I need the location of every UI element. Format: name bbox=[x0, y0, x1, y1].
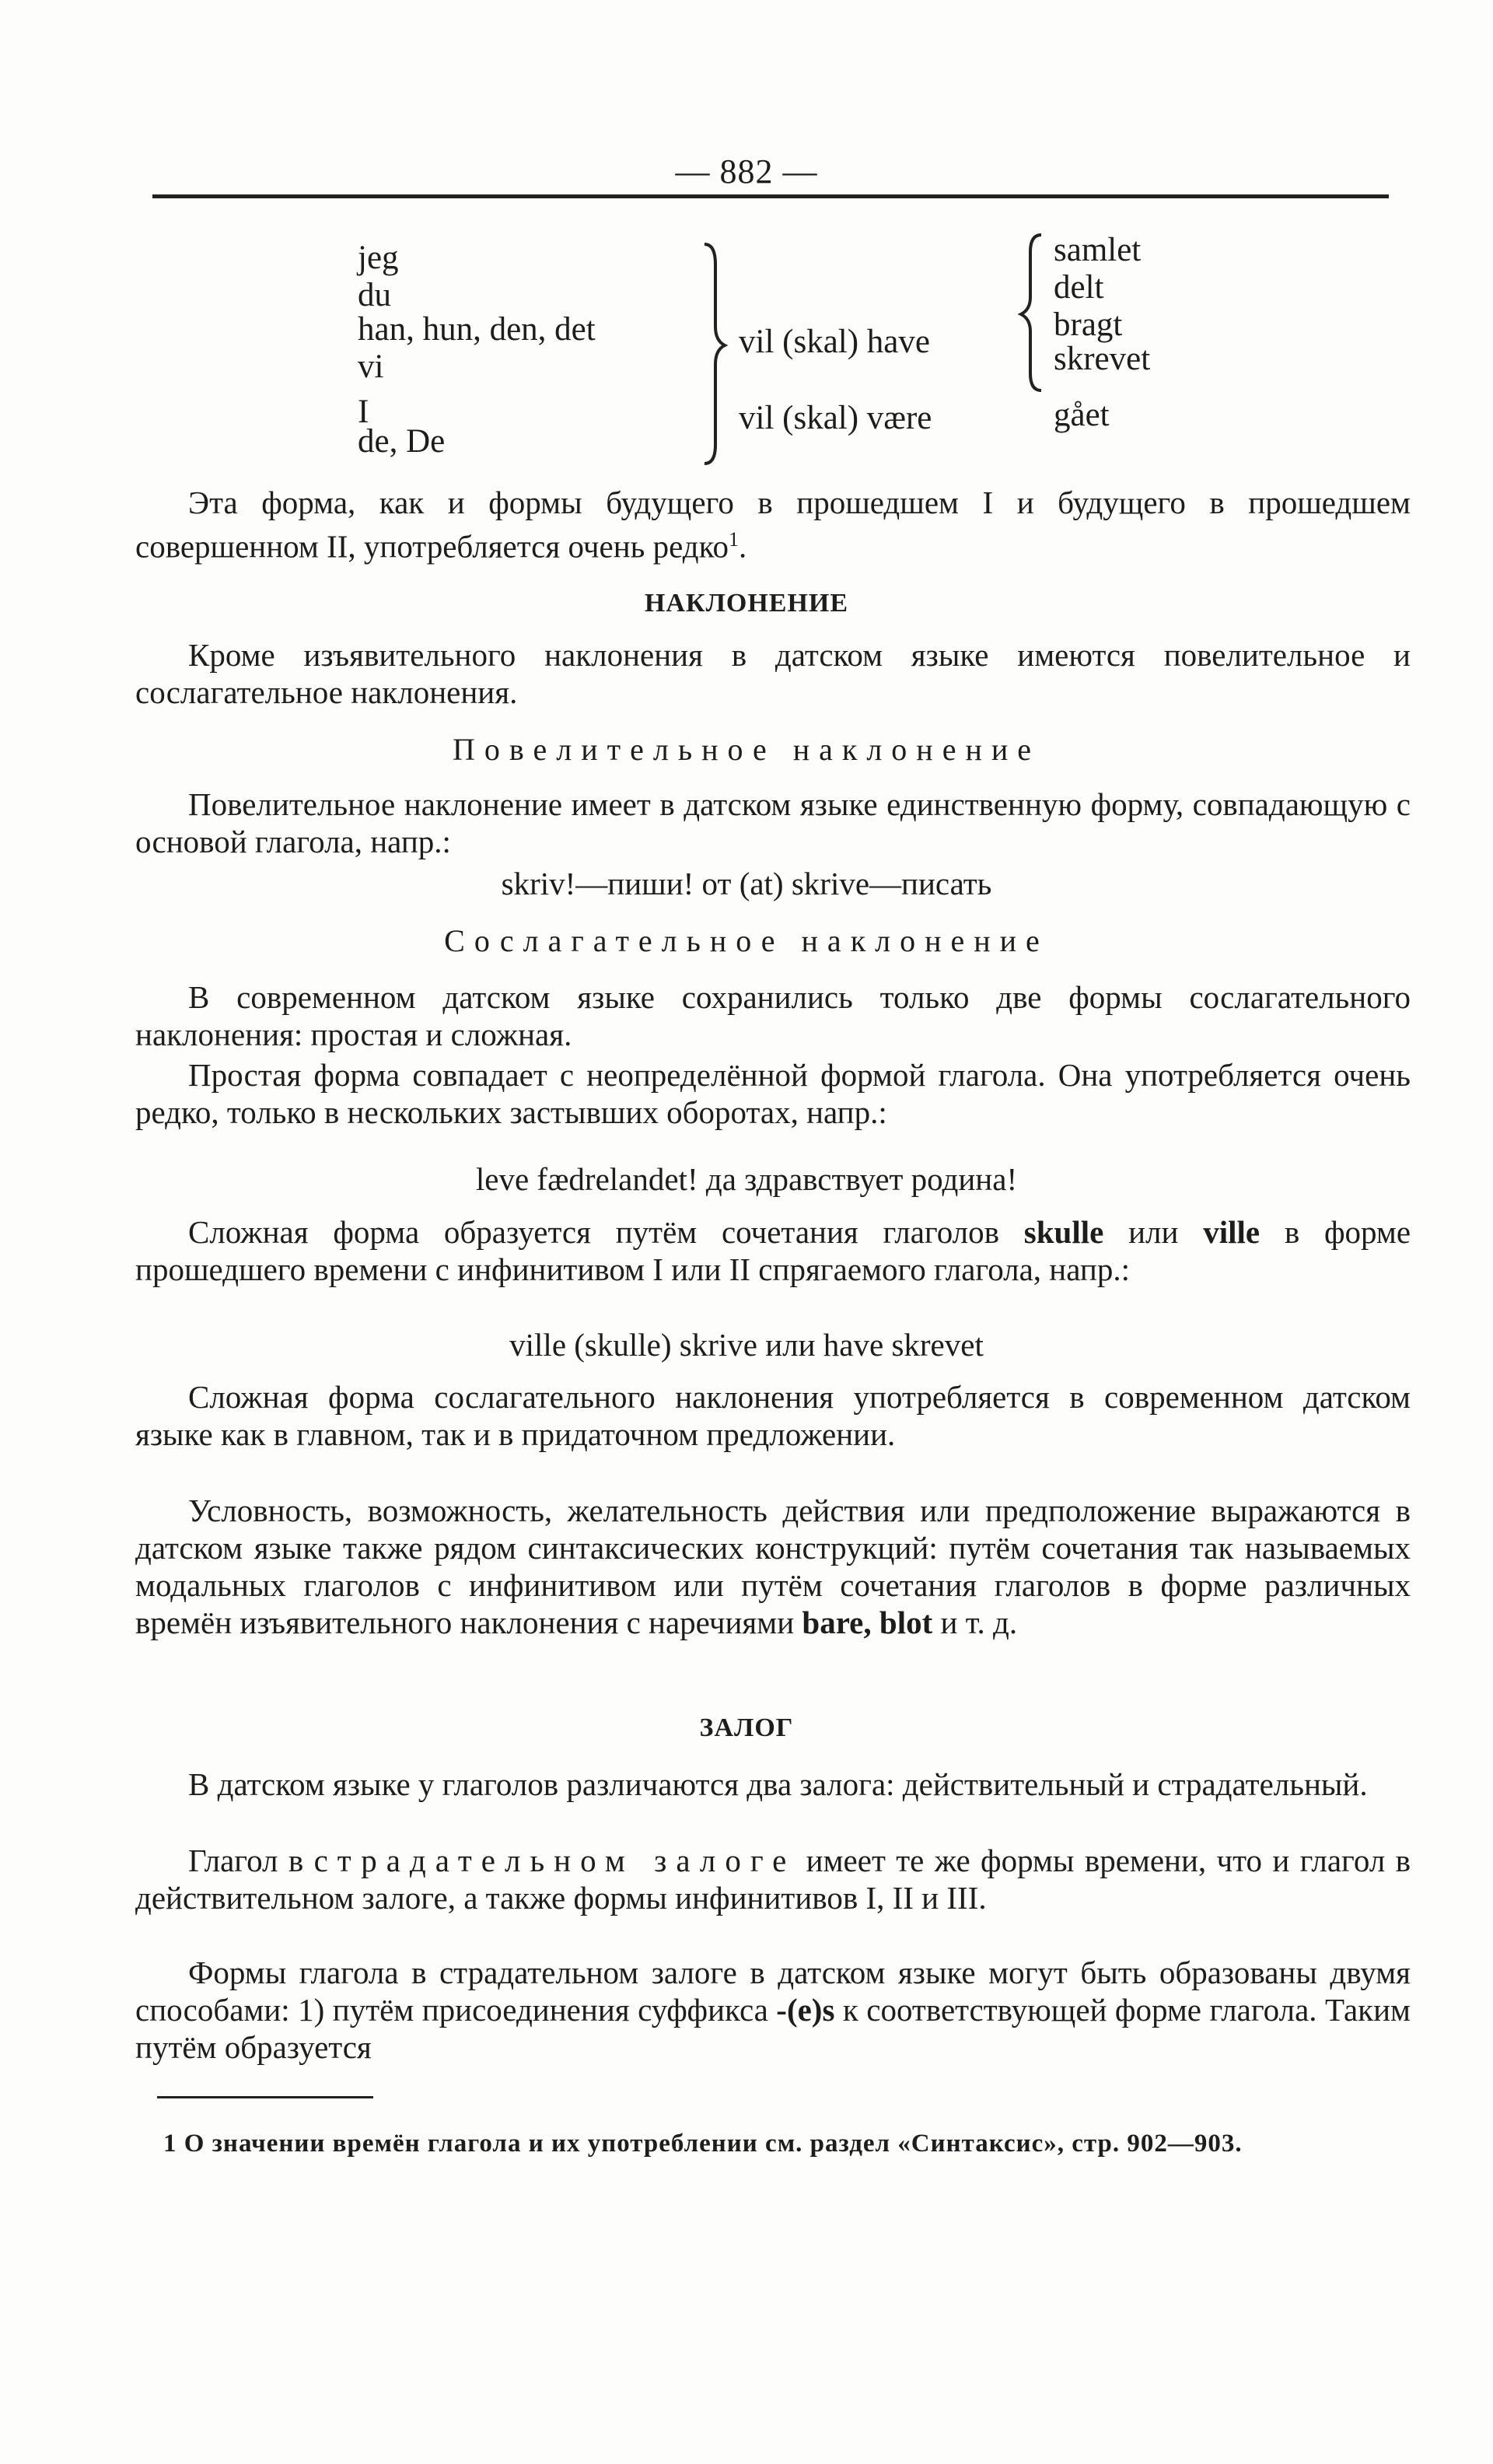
pronoun: vi bbox=[358, 348, 384, 385]
participle: bragt bbox=[1054, 306, 1123, 343]
pronoun: I bbox=[358, 394, 369, 430]
paragraph: Простая форма совпадает с неопределённой формой глагола. Она употребляется очень редко, только в нескольких застывших оборотах, напр.: bbox=[135, 1057, 1411, 1130]
header-rule bbox=[152, 194, 1389, 198]
participle: skrevet bbox=[1054, 341, 1151, 377]
subheading-subjunctive: Сослагательное наклонение bbox=[444, 923, 1049, 958]
aux-have: vil (skal) have bbox=[739, 324, 930, 360]
section-heading-voice: ЗАЛОГ bbox=[699, 1713, 794, 1742]
paragraph: Эта форма, как и формы будущего в прошедшем I и будущего в прошедшем совершенном II, употребляется очень редко$^1$. bbox=[135, 485, 1411, 565]
conjugation-table bbox=[358, 226, 1213, 474]
section-heading-mood: НАКЛОНЕНИЕ bbox=[644, 589, 849, 618]
pronoun: han, hun, den, det bbox=[358, 311, 596, 348]
paragraph: В датском языке у глаголов различаются два залога: действительный и страдательный. bbox=[188, 1766, 1368, 1802]
paragraph: Условность, возможность, желательность действия или предположение выражаются в датском языке также рядом синтаксических конструкций: путём сочетания так называемых модальных глаголов с инфинитивом или путём сочетания глаголов в форме различных времён изъявительного наклонения с наречиями bare, blot и т. д. bbox=[135, 1493, 1411, 1640]
page-number: — 882 — bbox=[675, 152, 818, 191]
subheading-imperative: Повелительное наклонение bbox=[452, 732, 1041, 767]
paragraph: Повелительное наклонение имеет в датском языке единственную форму, совпадающую с основой глагола, напр.: bbox=[135, 786, 1411, 859]
paragraph: Глагол в страдательном залоге имеет те же формы времени, что и глагол в действительном залоге, а также формы инфинитивов I, II и III. bbox=[135, 1843, 1411, 1916]
left-brace-icon bbox=[1015, 232, 1046, 395]
pronoun: du bbox=[358, 277, 391, 313]
participle: delt bbox=[1054, 269, 1104, 306]
example: skriv!—пиши! от (at) skrive—писать bbox=[501, 866, 992, 901]
pronoun: jeg bbox=[358, 240, 399, 276]
footnote: 1 О значении времён глагола и их употреблении см. раздел «Синтаксис», стр. 902—903. bbox=[163, 2130, 1243, 2158]
paragraph: Сложная форма образуется путём сочетания глаголов skulle или ville в форме прошедшего времени с инфинитивом I или II спрягаемого глагола, напр.: bbox=[135, 1214, 1411, 1287]
participle: gået bbox=[1054, 397, 1110, 433]
pronoun: de, De bbox=[358, 423, 446, 460]
aux-vaere: vil (skal) være bbox=[739, 400, 932, 436]
paragraph: Кроме изъявительного наклонения в датском языке имеются повелительное и сослагательное наклонения. bbox=[135, 637, 1411, 710]
paragraph: В современном датском языке сохранились только две формы сослагательного наклонения: простая и сложная. bbox=[135, 979, 1411, 1052]
example: leve fædrelandet! да здравствует родина! bbox=[475, 1161, 1018, 1197]
participle: samlet bbox=[1054, 232, 1142, 268]
right-brace-icon bbox=[700, 241, 731, 467]
footnote-rule bbox=[157, 2096, 373, 2098]
example: ville (skulle) skrive или have skrevet bbox=[509, 1327, 984, 1363]
paragraph: Формы глагола в страдательном залоге в датском языке могут быть образованы двумя способами: 1) путём присоединения суффикса -(e)s к соответствующей форме глагола. Таким путём образуется bbox=[135, 1955, 1411, 2065]
paragraph: Сложная форма сослагательного наклонения употребляется в современном датском языке как в главном, так и в придаточном предложении. bbox=[135, 1379, 1411, 1452]
